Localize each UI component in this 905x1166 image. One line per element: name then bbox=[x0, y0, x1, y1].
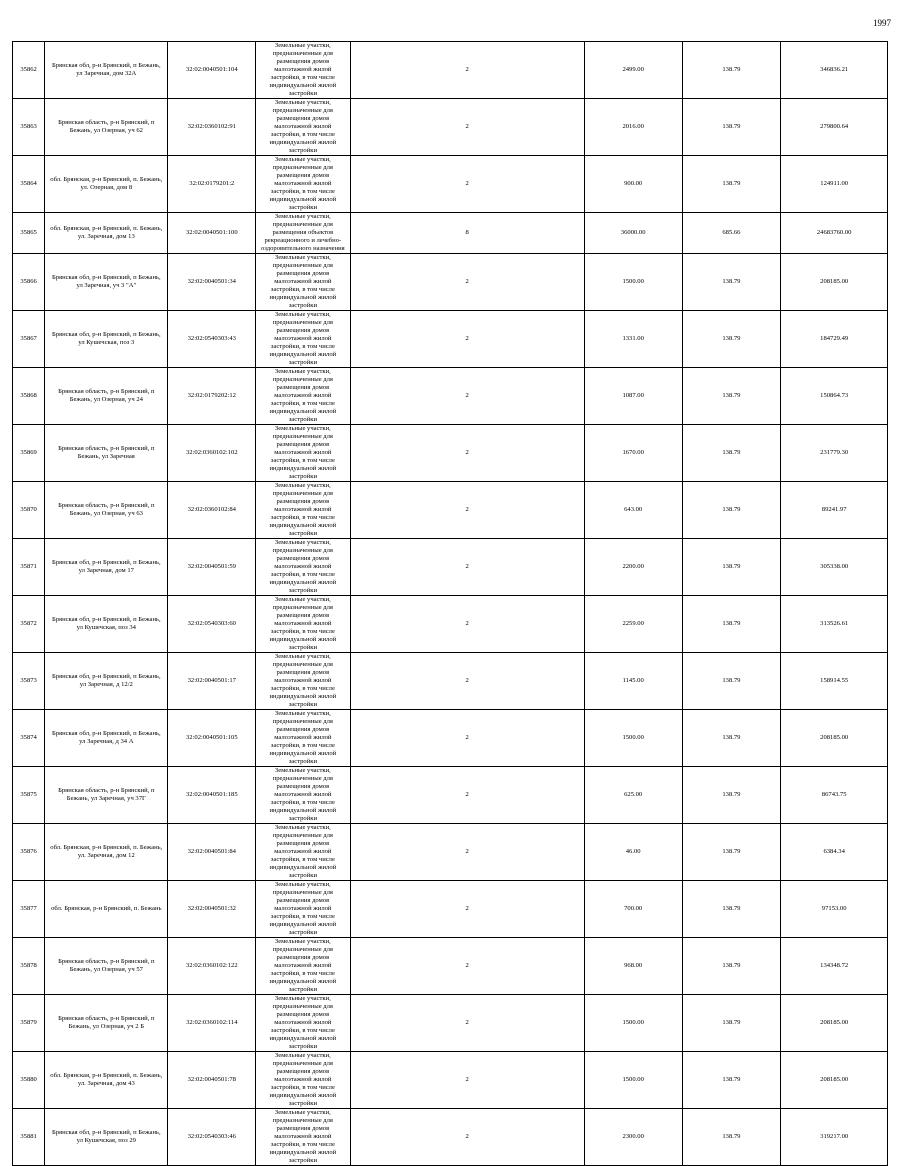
row-number-cell: 35873 bbox=[13, 653, 45, 710]
specific-value-cell: 138.79 bbox=[682, 156, 781, 213]
cadastral-value-cell: 134348.72 bbox=[781, 938, 888, 995]
area-cell: 1331.00 bbox=[584, 311, 682, 368]
cadastral-number-cell: 32:02:0179202:12 bbox=[168, 368, 256, 425]
specific-value-cell: 138.79 bbox=[682, 767, 781, 824]
group-cell: 2 bbox=[350, 99, 584, 156]
table-body bbox=[13, 42, 888, 1166]
group-cell: 2 bbox=[350, 539, 584, 596]
row-number-cell: 35870 bbox=[13, 482, 45, 539]
cadastral-number-cell: 32:02:0540303:60 bbox=[168, 596, 256, 653]
specific-value-cell: 138.79 bbox=[682, 42, 781, 99]
row-number-cell: 35866 bbox=[13, 254, 45, 311]
address-cell: Брянская область, р-н Брянский, п Бежань, ул Озерная, уч 2 Б bbox=[45, 995, 168, 1052]
address-cell: Брянская обл, р-н Брянский, п Бежань, ул Кушечская, поз 29 bbox=[45, 1109, 168, 1166]
group-cell: 2 bbox=[350, 653, 584, 710]
table-row bbox=[13, 710, 888, 767]
group-cell: 2 bbox=[350, 938, 584, 995]
area-cell: 625.00 bbox=[584, 767, 682, 824]
land-use-cell: Земельные участки, предназначенные для размещения домов малоэтажной жилой застройки, в том числе индивидуальной жилой застройки bbox=[256, 539, 350, 596]
table-row bbox=[13, 311, 888, 368]
land-use-cell: Земельные участки, предназначенные для размещения домов малоэтажной жилой застройки, в том числе индивидуальной жилой застройки bbox=[256, 881, 350, 938]
area-cell: 900.00 bbox=[584, 156, 682, 213]
cadastral-number-cell: 32:02:0040501:78 bbox=[168, 1052, 256, 1109]
address-cell: Брянская обл, р-н Брянский, п Бежань, ул Заречная, уч 3 "А" bbox=[45, 254, 168, 311]
row-number-cell: 35880 bbox=[13, 1052, 45, 1109]
specific-value-cell: 685.66 bbox=[682, 213, 781, 254]
area-cell: 1500.00 bbox=[584, 995, 682, 1052]
group-cell: 2 bbox=[350, 596, 584, 653]
table-row bbox=[13, 42, 888, 99]
land-use-cell: Земельные участки, предназначенные для размещения домов малоэтажной жилой застройки, в том числе индивидуальной жилой застройки bbox=[256, 596, 350, 653]
cadastral-number-cell: 32:02:0040501:100 bbox=[168, 213, 256, 254]
specific-value-cell: 138.79 bbox=[682, 425, 781, 482]
row-number-cell: 35864 bbox=[13, 156, 45, 213]
table-row bbox=[13, 653, 888, 710]
cadastral-number-cell: 32:02:0540303:46 bbox=[168, 1109, 256, 1166]
table-row bbox=[13, 1052, 888, 1109]
specific-value-cell: 138.79 bbox=[682, 938, 781, 995]
cadastral-value-cell: 313526.61 bbox=[781, 596, 888, 653]
cadastral-number-cell: 32:02:0040501:32 bbox=[168, 881, 256, 938]
table-row bbox=[13, 156, 888, 213]
area-cell: 1087.00 bbox=[584, 368, 682, 425]
area-cell: 1500.00 bbox=[584, 710, 682, 767]
cadastral-number-cell: 32:02:0360102:91 bbox=[168, 99, 256, 156]
table-row bbox=[13, 213, 888, 254]
cadastral-value-cell: 208185.00 bbox=[781, 254, 888, 311]
land-use-cell: Земельные участки, предназначенные для размещения домов малоэтажной жилой застройки, в том числе индивидуальной жилой застройки bbox=[256, 482, 350, 539]
page-number: 1997 bbox=[873, 18, 891, 28]
group-cell: 2 bbox=[350, 156, 584, 213]
table-row bbox=[13, 539, 888, 596]
cadastral-number-cell: 32:02:0040501:34 bbox=[168, 254, 256, 311]
area-cell: 2200.00 bbox=[584, 539, 682, 596]
group-cell: 2 bbox=[350, 881, 584, 938]
specific-value-cell: 138.79 bbox=[682, 710, 781, 767]
address-cell: Брянская область, р-н Брянский, п Бежань, ул Заречная bbox=[45, 425, 168, 482]
row-number-cell: 35876 bbox=[13, 824, 45, 881]
area-cell: 46.00 bbox=[584, 824, 682, 881]
cadastral-value-cell: 86743.75 bbox=[781, 767, 888, 824]
area-cell: 2016.00 bbox=[584, 99, 682, 156]
land-use-cell: Земельные участки, предназначенные для размещения домов малоэтажной жилой застройки, в том числе индивидуальной жилой застройки bbox=[256, 99, 350, 156]
address-cell: Брянская обл, р-н Брянский, п Бежань, ул Заречная, д 12/2 bbox=[45, 653, 168, 710]
area-cell: 1670.00 bbox=[584, 425, 682, 482]
area-cell: 2300.00 bbox=[584, 1109, 682, 1166]
land-use-cell: Земельные участки, предназначенные для размещения домов малоэтажной жилой застройки, в том числе индивидуальной жилой застройки bbox=[256, 710, 350, 767]
table-row bbox=[13, 368, 888, 425]
table-row bbox=[13, 938, 888, 995]
row-number-cell: 35862 bbox=[13, 42, 45, 99]
group-cell: 2 bbox=[350, 995, 584, 1052]
land-use-cell: Земельные участки, предназначенные для размещения домов малоэтажной жилой застройки, в том числе индивидуальной жилой застройки bbox=[256, 824, 350, 881]
cadastral-value-cell: 208185.00 bbox=[781, 710, 888, 767]
area-cell: 2259.00 bbox=[584, 596, 682, 653]
address-cell: Брянская область, р-н Брянский, п Бежань, ул Озерная, уч 62 bbox=[45, 99, 168, 156]
cadastral-value-cell: 150864.73 bbox=[781, 368, 888, 425]
address-cell: обл. Брянская, р-н Брянский, п. Бежань, ул. Озерная, дом 8 bbox=[45, 156, 168, 213]
address-cell: обл. Брянская, р-н Брянский, п. Бежань bbox=[45, 881, 168, 938]
table-row bbox=[13, 425, 888, 482]
row-number-cell: 35865 bbox=[13, 213, 45, 254]
row-number-cell: 35871 bbox=[13, 539, 45, 596]
land-use-cell: Земельные участки, предназначенные для размещения домов малоэтажной жилой застройки, в том числе индивидуальной жилой застройки bbox=[256, 368, 350, 425]
specific-value-cell: 138.79 bbox=[682, 482, 781, 539]
specific-value-cell: 138.79 bbox=[682, 1052, 781, 1109]
address-cell: обл. Брянская, р-н Брянский, п. Бежань, ул. Заречная, дом 13 bbox=[45, 213, 168, 254]
table-row bbox=[13, 824, 888, 881]
table-row bbox=[13, 99, 888, 156]
specific-value-cell: 138.79 bbox=[682, 99, 781, 156]
specific-value-cell: 138.79 bbox=[682, 368, 781, 425]
row-number-cell: 35863 bbox=[13, 99, 45, 156]
group-cell: 2 bbox=[350, 482, 584, 539]
cadastral-value-table bbox=[12, 41, 888, 1166]
row-number-cell: 35877 bbox=[13, 881, 45, 938]
cadastral-value-cell: 89241.97 bbox=[781, 482, 888, 539]
group-cell: 2 bbox=[350, 254, 584, 311]
group-cell: 2 bbox=[350, 824, 584, 881]
address-cell: Брянская область, р-н Брянский, п Бежань, ул Озерная, уч 57 bbox=[45, 938, 168, 995]
row-number-cell: 35881 bbox=[13, 1109, 45, 1166]
table-row bbox=[13, 254, 888, 311]
group-cell: 2 bbox=[350, 425, 584, 482]
specific-value-cell: 138.79 bbox=[682, 311, 781, 368]
area-cell: 643.00 bbox=[584, 482, 682, 539]
land-use-cell: Земельные участки, предназначенные для размещения домов малоэтажной жилой застройки, в том числе индивидуальной жилой застройки bbox=[256, 254, 350, 311]
cadastral-number-cell: 32:02:0040501:105 bbox=[168, 710, 256, 767]
address-cell: обл. Брянская, р-н Брянский, п. Бежань, ул. Заречная, дом 12 bbox=[45, 824, 168, 881]
cadastral-number-cell: 32:02:0540303:43 bbox=[168, 311, 256, 368]
group-cell: 2 bbox=[350, 767, 584, 824]
cadastral-number-cell: 32:02:0360102:84 bbox=[168, 482, 256, 539]
specific-value-cell: 138.79 bbox=[682, 824, 781, 881]
area-cell: 968.00 bbox=[584, 938, 682, 995]
land-use-cell: Земельные участки, предназначенные для размещения домов малоэтажной жилой застройки, в том числе индивидуальной жилой застройки bbox=[256, 767, 350, 824]
table-row bbox=[13, 767, 888, 824]
cadastral-number-cell: 32:02:0040501:84 bbox=[168, 824, 256, 881]
cadastral-value-cell: 279800.64 bbox=[781, 99, 888, 156]
address-cell: обл. Брянская, р-н Брянский, п. Бежань, ул. Заречная, дом 43 bbox=[45, 1052, 168, 1109]
specific-value-cell: 138.79 bbox=[682, 653, 781, 710]
address-cell: Брянская область, р-н Брянский, п Бежань, ул Озерная, уч 24 bbox=[45, 368, 168, 425]
table-row bbox=[13, 881, 888, 938]
address-cell: Брянская область, р-н Брянский, п Бежань, ул Заречная, уч 37Г bbox=[45, 767, 168, 824]
cadastral-number-cell: 32:02:0040501:17 bbox=[168, 653, 256, 710]
table-row bbox=[13, 482, 888, 539]
row-number-cell: 35872 bbox=[13, 596, 45, 653]
land-use-cell: Земельные участки, предназначенные для размещения домов малоэтажной жилой застройки, в том числе индивидуальной жилой застройки bbox=[256, 653, 350, 710]
table-row bbox=[13, 995, 888, 1052]
group-cell: 2 bbox=[350, 42, 584, 99]
land-use-cell: Земельные участки, предназначенные для размещения домов малоэтажной жилой застройки, в том числе индивидуальной жилой застройки bbox=[256, 425, 350, 482]
row-number-cell: 35869 bbox=[13, 425, 45, 482]
address-cell: Брянская обл, р-н Брянский, п Бежань, ул Заречная, дом 17 bbox=[45, 539, 168, 596]
area-cell: 700.00 bbox=[584, 881, 682, 938]
area-cell: 1500.00 bbox=[584, 1052, 682, 1109]
cadastral-number-cell: 32:02:0360102:122 bbox=[168, 938, 256, 995]
address-cell: Брянская обл, р-н Брянский, п Бежань, ул Кушечская, поз 3 bbox=[45, 311, 168, 368]
row-number-cell: 35879 bbox=[13, 995, 45, 1052]
cadastral-value-cell: 184729.49 bbox=[781, 311, 888, 368]
group-cell: 2 bbox=[350, 710, 584, 767]
specific-value-cell: 138.79 bbox=[682, 995, 781, 1052]
group-cell: 2 bbox=[350, 311, 584, 368]
row-number-cell: 35878 bbox=[13, 938, 45, 995]
address-cell: Брянская область, р-н Брянский, п Бежань, ул Озерная, уч 63 bbox=[45, 482, 168, 539]
specific-value-cell: 138.79 bbox=[682, 254, 781, 311]
specific-value-cell: 138.79 bbox=[682, 881, 781, 938]
cadastral-number-cell: 32:02:0360102:114 bbox=[168, 995, 256, 1052]
area-cell: 2499.00 bbox=[584, 42, 682, 99]
land-use-cell: Земельные участки, предназначенные для размещения домов малоэтажной жилой застройки, в том числе индивидуальной жилой застройки bbox=[256, 938, 350, 995]
land-use-cell: Земельные участки, предназначенные для размещения домов малоэтажной жилой застройки, в том числе индивидуальной жилой застройки bbox=[256, 42, 350, 99]
table-row bbox=[13, 596, 888, 653]
cadastral-value-cell: 6384.34 bbox=[781, 824, 888, 881]
address-cell: Брянская обл, р-н Брянский, п Бежань, ул Кушечская, поз 34 bbox=[45, 596, 168, 653]
area-cell: 1145.00 bbox=[584, 653, 682, 710]
land-use-cell: Земельные участки, предназначенные для размещения домов малоэтажной жилой застройки, в том числе индивидуальной жилой застройки bbox=[256, 995, 350, 1052]
group-cell: 2 bbox=[350, 1052, 584, 1109]
table-row bbox=[13, 1109, 888, 1166]
cadastral-number-cell: 32:02:0040501:185 bbox=[168, 767, 256, 824]
cadastral-value-cell: 319217.00 bbox=[781, 1109, 888, 1166]
row-number-cell: 35874 bbox=[13, 710, 45, 767]
row-number-cell: 35868 bbox=[13, 368, 45, 425]
land-use-cell: Земельные участки, предназначенные для размещения домов малоэтажной жилой застройки, в том числе индивидуальной жилой застройки bbox=[256, 1109, 350, 1166]
specific-value-cell: 138.79 bbox=[682, 1109, 781, 1166]
cadastral-value-cell: 305338.00 bbox=[781, 539, 888, 596]
row-number-cell: 35867 bbox=[13, 311, 45, 368]
cadastral-value-cell: 158914.55 bbox=[781, 653, 888, 710]
group-cell: 2 bbox=[350, 368, 584, 425]
group-cell: 2 bbox=[350, 1109, 584, 1166]
group-cell: 8 bbox=[350, 213, 584, 254]
cadastral-number-cell: 32:02:0179201:2 bbox=[168, 156, 256, 213]
land-use-cell: Земельные участки, предназначенные для размещения домов малоэтажной жилой застройки, в том числе индивидуальной жилой застройки bbox=[256, 311, 350, 368]
cadastral-value-cell: 24683760.00 bbox=[781, 213, 888, 254]
area-cell: 1500.00 bbox=[584, 254, 682, 311]
cadastral-value-cell: 208185.00 bbox=[781, 1052, 888, 1109]
land-use-cell: Земельные участки, предназначенные для размещения домов малоэтажной жилой застройки, в том числе индивидуальной жилой застройки bbox=[256, 156, 350, 213]
address-cell: Брянская обл, р-н Брянский, п Бежань, ул Заречная, д 34 А bbox=[45, 710, 168, 767]
address-cell: Брянская обл, р-н Брянский, п Бежань, ул Заречная, дом 32А bbox=[45, 42, 168, 99]
row-number-cell: 35875 bbox=[13, 767, 45, 824]
land-use-cell: Земельные участки, предназначенные для размещения домов малоэтажной жилой застройки, в том числе индивидуальной жилой застройки bbox=[256, 1052, 350, 1109]
land-use-cell: Земельные участки, предназначенные для размещения объектов рекреационного и лечебно-оздоровительного назначения bbox=[256, 213, 350, 254]
cadastral-value-cell: 124911.00 bbox=[781, 156, 888, 213]
cadastral-number-cell: 32:02:0360102:102 bbox=[168, 425, 256, 482]
cadastral-value-cell: 346836.21 bbox=[781, 42, 888, 99]
cadastral-value-cell: 231779.30 bbox=[781, 425, 888, 482]
cadastral-number-cell: 32:02:0040501:59 bbox=[168, 539, 256, 596]
area-cell: 36000.00 bbox=[584, 213, 682, 254]
cadastral-value-cell: 208185.00 bbox=[781, 995, 888, 1052]
specific-value-cell: 138.79 bbox=[682, 539, 781, 596]
specific-value-cell: 138.79 bbox=[682, 596, 781, 653]
cadastral-number-cell: 32:02:0040501:104 bbox=[168, 42, 256, 99]
cadastral-value-cell: 97153.00 bbox=[781, 881, 888, 938]
